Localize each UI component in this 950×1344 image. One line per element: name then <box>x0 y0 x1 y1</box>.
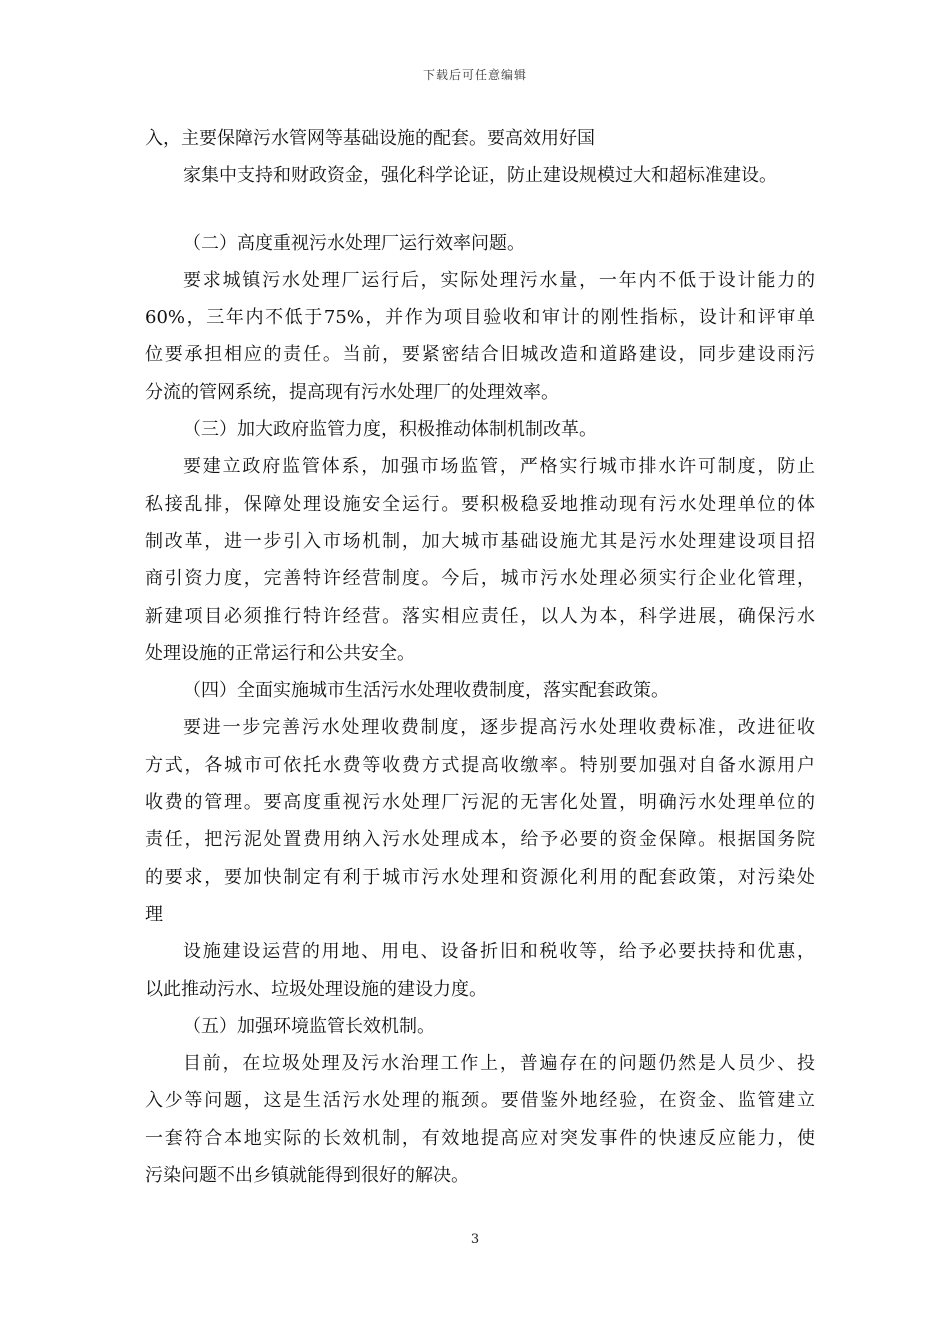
paragraph-line: 污染问题不出乡镇就能得到很好的解决。 <box>145 1165 469 1187</box>
paragraph-line: 理 <box>145 903 163 925</box>
paragraph-line: 入少等问题，这是生活污水处理的瓶颈。要借鉴外地经验，在资金、监管建立 <box>145 1090 815 1112</box>
paragraph-line: 位要承担相应的责任。当前，要紧密结合旧城改造和道路建设，同步建设雨污 <box>145 344 815 366</box>
paragraph-line: 要建立政府监管体系，加强市场监管，严格实行城市排水许可制度，防止 <box>183 456 815 478</box>
paragraph-line: 商引资力度，完善特许经营制度。今后，城市污水处理必须实行企业化管理， <box>145 568 815 590</box>
paragraph-line: 分流的管网系统，提高现有污水处理厂的处理效率。 <box>145 381 559 403</box>
paragraph-line: 处理设施的正常运行和公共安全。 <box>145 642 415 664</box>
paragraph-line: 一套符合本地实际的长效机制，有效地提高应对突发事件的快速反应能力，使 <box>145 1127 815 1149</box>
page-number: 3 <box>470 1232 480 1247</box>
paragraph-line: 要进一步完善污水处理收费制度，逐步提高污水处理收费标准，改进征收 <box>183 717 815 739</box>
paragraph-line: 制改革，进一步引入市场机制，加大城市基础设施尤其是污水处理建设项目招 <box>145 530 815 552</box>
paragraph-line: 收费的管理。要高度重视污水处理厂污泥的无害化处置，明确污水处理单位的 <box>145 792 815 814</box>
paragraph-line: 的要求，要加快制定有利于城市污水处理和资源化利用的配套政策，对污染处 <box>145 866 815 888</box>
paragraph-line: 以此推动污水、垃圾处理设施的建设力度。 <box>145 978 487 1000</box>
paragraph-line: 责任，把污泥处置费用纳入污水处理成本，给予必要的资金保障。根据国务院 <box>145 829 815 851</box>
paragraph-line: 家集中支持和财政资金，强化科学论证，防止建设规模过大和超标准建设。 <box>183 165 777 187</box>
paragraph-line: 新建项目必须推行特许经营。落实相应责任，以人为本，科学进展，确保污水 <box>145 605 815 627</box>
document-body <box>145 120 815 1194</box>
section-heading: （二）高度重视污水处理厂运行效率问题。 <box>183 232 525 254</box>
section-heading: （五）加强环境监管长效机制。 <box>183 1015 435 1037</box>
paragraph-line: 目前，在垃圾处理及污水治理工作上，普遍存在的问题仍然是人员少、投 <box>183 1053 815 1075</box>
paragraph-line: 私接乱排，保障处理设施安全运行。要积极稳妥地推动现有污水处理单位的体 <box>145 493 815 515</box>
paragraph-line: 设施建设运营的用地、用电、设备折旧和税收等，给予必要扶持和优惠， <box>183 941 815 963</box>
page-header: 下载后可任意编辑 <box>422 68 527 82</box>
paragraph-line: 要求城镇污水处理厂运行后，实际处理污水量，一年内不低于设计能力的 <box>183 269 815 291</box>
section-heading: （四）全面实施城市生活污水处理收费制度，落实配套政策。 <box>183 680 669 702</box>
paragraph-line: 方式，各城市可依托水费等收费方式提高收缴率。特别要加强对自备水源用户 <box>145 754 815 776</box>
section-heading: （三）加大政府监管力度，积极推动体制机制改革。 <box>183 419 597 441</box>
paragraph-gap <box>145 195 815 225</box>
paragraph-line: 60%，三年内不低于75%，并作为项目验收和审计的刚性指标，设计和评审单 <box>145 307 815 329</box>
paragraph-line: 入，主要保障污水管网等基础设施的配套。要高效用好国 <box>145 128 595 149</box>
